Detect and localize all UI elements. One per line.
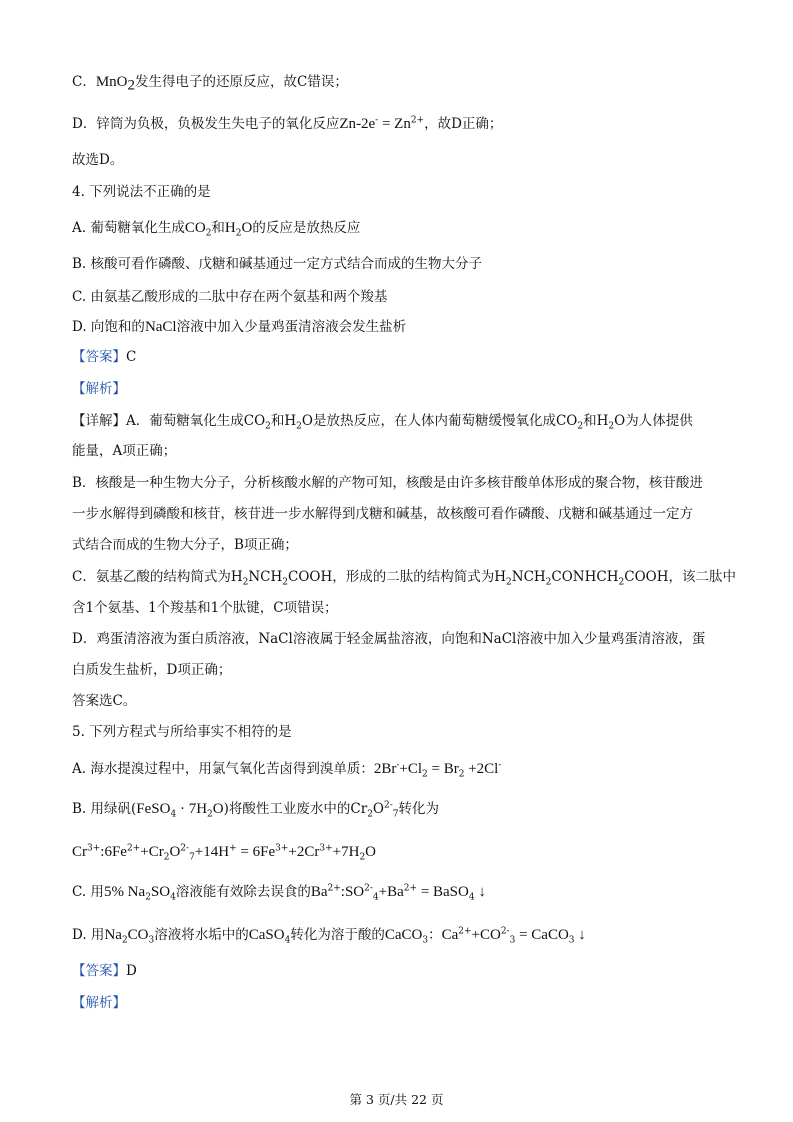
detail-c-line2: 含1个氨基、1个羧基和1个肽键，C项错误； xyxy=(72,600,338,616)
q5-option-b-equation: $Cr^{3+}:6Fe^{2+}+Cr_2O^{2-}_7+14H^+ = 6Fe^{3+}+2Cr^{3+}+7H_2O$ xyxy=(72,843,377,863)
page-footer: 第 3 页/共 22 页 xyxy=(349,1092,444,1107)
detail-b-line3: 式结合而成的生物大分子，B项正确； xyxy=(72,537,298,553)
q5-option-c: C. 用5% $Na_2SO_4$溶液能有效除去误食的$Ba^{2+}:SO^{2-}_4+Ba^{2+}$ = BaSO$_4$ ↓ xyxy=(72,883,486,903)
q5-option-d: D. 用$Na_2CO_3$溶液将水垢中的CaSO$_4$转化为溶于酸的CaCO$_3$：$Ca^{2+}+CO^{2-}_3$ = CaCO$_3$ ↓ xyxy=(72,926,586,946)
answer-choose-c: 答案选C。 xyxy=(72,693,137,709)
choose-d-line: 故选D。 xyxy=(72,152,124,168)
detail-b-line1: B．核酸是一种生物大分子，分析核酸水解的产物可知，核酸是由许多核苷酸单体形成的聚合物，核苷酸进 xyxy=(72,475,703,491)
detail-d-line2: 白质发生盐析，D项正确； xyxy=(72,662,232,678)
detail-a-line1: 【详解】A．葡萄糖氧化生成$CO_2$和$H_2O$是放热反应，在人体内葡萄糖缓慢氧化成$CO_2$和$H_2O$为人体提供 xyxy=(72,413,693,432)
q5-option-b: B. 用绿矾(FeSO$_4$ · $7H_2O$)将酸性工业废水中的$Cr_2O^{2-}_7$转化为 xyxy=(72,800,440,820)
detail-c-line1: C．氨基乙酸的结构简式为$H_2NCH_2COOH$，形成的二肽的结构简式为$H_2NCH_2CONHCH_2COOH$，该二肽中 xyxy=(72,569,736,588)
q5-option-a: A. 海水提溴过程中，用氯气氧化苦卤得到溴单质：$2Br^-+Cl_2 = Br_2 +2Cl^-$ xyxy=(72,760,502,780)
detail-b-line2: 一步水解得到磷酸和核苷，核苷进一步水解得到戊糖和碱基，故核酸可看作磷酸、戊糖和碱基通过一定方 xyxy=(72,506,693,522)
q5-answer: 【答案】D xyxy=(72,963,137,979)
q4-option-d: D. 向饱和的NaCl溶液中加入少量鸡蛋清溶液会发生盐析 xyxy=(72,319,407,335)
q5-analysis-label: 【解析】 xyxy=(72,995,126,1011)
q4-option-b: B. 核酸可看作磷酸、戊糖和碱基通过一定方式结合而成的生物大分子 xyxy=(72,256,483,272)
answer-d-line: D．锌筒为负极，负极发生失电子的氧化反应$Zn-2e^- = Zn^{2+}$，故D正确； xyxy=(72,115,503,132)
question-5: 5. 下列方程式与所给事实不相符的是 xyxy=(72,724,292,740)
q4-analysis-label: 【解析】 xyxy=(72,381,126,397)
q4-option-a: A. 葡萄糖氧化生成$CO_2$和$H_2O$的反应是放热反应 xyxy=(72,220,361,239)
detail-d-line1: D．鸡蛋清溶液为蛋白质溶液，NaCl溶液属于轻金属盐溶液，向饱和NaCl溶液中加入少量鸡蛋清溶液，蛋 xyxy=(72,631,706,647)
question-4: 4. 下列说法不正确的是 xyxy=(72,184,211,200)
answer-c-line: C．MnO$_2$发生得电子的还原反应，故C错误； xyxy=(72,74,348,94)
q4-answer: 【答案】C xyxy=(72,349,137,365)
detail-a-line2: 能量，A项正确； xyxy=(72,443,177,459)
q4-option-c: C. 由氨基乙酸形成的二肽中存在两个氨基和两个羧基 xyxy=(72,289,388,305)
